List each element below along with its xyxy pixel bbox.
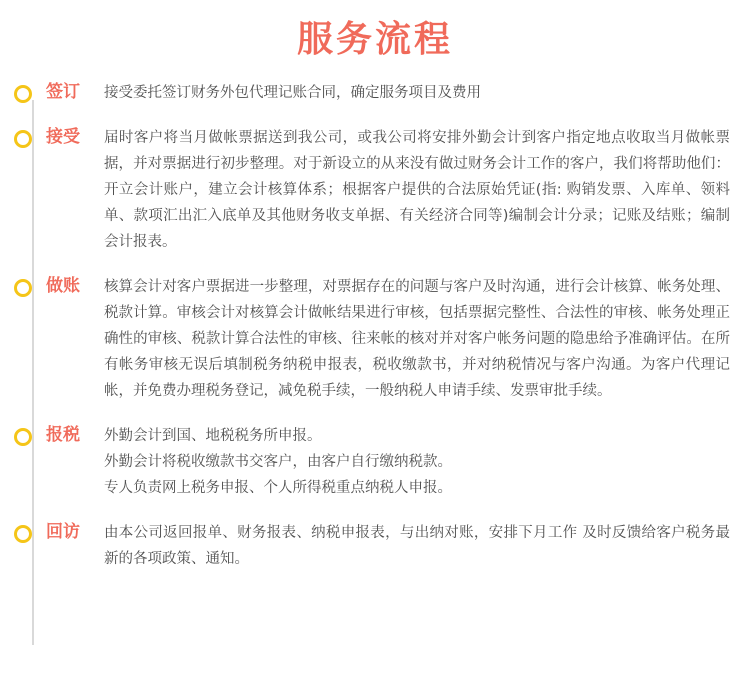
timeline-dot-icon [14,130,32,148]
step-label-tax-filing: 报税 [46,425,80,446]
step-body-revisit [104,520,736,572]
step-body-tax-filing [104,423,736,501]
process-step-list [0,83,750,572]
page-title: 服务流程 [296,19,453,60]
timeline-dot-icon [14,428,32,446]
step-text-line: 专人负责网上税务申报、个人所得税重点纳税人申报。 [104,480,452,497]
step-label-accept: 接受 [46,127,80,148]
timeline-dot-wrap [0,83,46,103]
step-label-sign: 签订 [46,82,80,103]
timeline-dot-wrap [0,523,46,543]
process-step-sign [0,83,750,106]
process-step-accept [0,128,750,255]
timeline-dot-icon [14,525,32,543]
step-text-line: 由本公司返回报单、财务报表、纳税申报表，与出纳对账，安排下月工作 及时反馈给客户税务最新的各项政策、通知。 [104,525,730,568]
step-body-accept [104,125,736,255]
step-label-revisit: 回访 [46,522,80,543]
step-label-bookkeeping: 做账 [46,276,80,297]
timeline-dot-icon [14,85,32,103]
step-text-line: 届时客户将当月做帐票据送到我公司，或我公司将安排外勤会计到客户指定地点收取当月做帐票据，并对票据进行初步整理。对于新设立的从来没有做过财务会计工作的客户，我们将帮助他们：开立会计账户，建立会计核算体系；根据客户提供的合法原始凭证(指: 购销发票、入库单、领料单、款项汇出汇入底单及其他财务收支单据、有关经济合同等)编制会计分录；记账及结账；编制会计报表。 [104,130,730,251]
step-text-line: 外勤会计到国、地税税务所申报。 [104,428,322,445]
process-step-bookkeeping [0,277,750,404]
step-text-line: 接受委托签订财务外包代理记账合同，确定服务项目及费用 [104,85,481,102]
step-body-bookkeeping [104,274,736,404]
process-step-tax-filing [0,426,750,501]
timeline-dot-wrap [0,128,46,148]
step-body-sign [104,80,736,106]
timeline-dot-icon [14,279,32,297]
timeline-dot-wrap [0,277,46,297]
process-step-revisit [0,523,750,572]
step-text-line: 核算会计对客户票据进一步整理，对票据存在的问题与客户及时沟通，进行会计核算、帐务处理、税款计算。审核会计对核算会计做帐结果进行审核，包括票据完整性、合法性的审核、帐务处理正确性的审核、税款计算合法性的审核、往来帐的核对并对客户帐务问题的隐患给予准确评估。在所有帐务审核无误后填制税务纳税申报表，税收缴款书，并对纳税情况与客户沟通。为客户代理记帐，并免费办理税务登记，减免税手续，一般纳税人申请手续、发票审批手续。 [104,279,730,400]
timeline-dot-wrap [0,426,46,446]
step-text-line: 外勤会计将税收缴款书交客户，由客户自行缴纳税款。 [104,454,452,471]
